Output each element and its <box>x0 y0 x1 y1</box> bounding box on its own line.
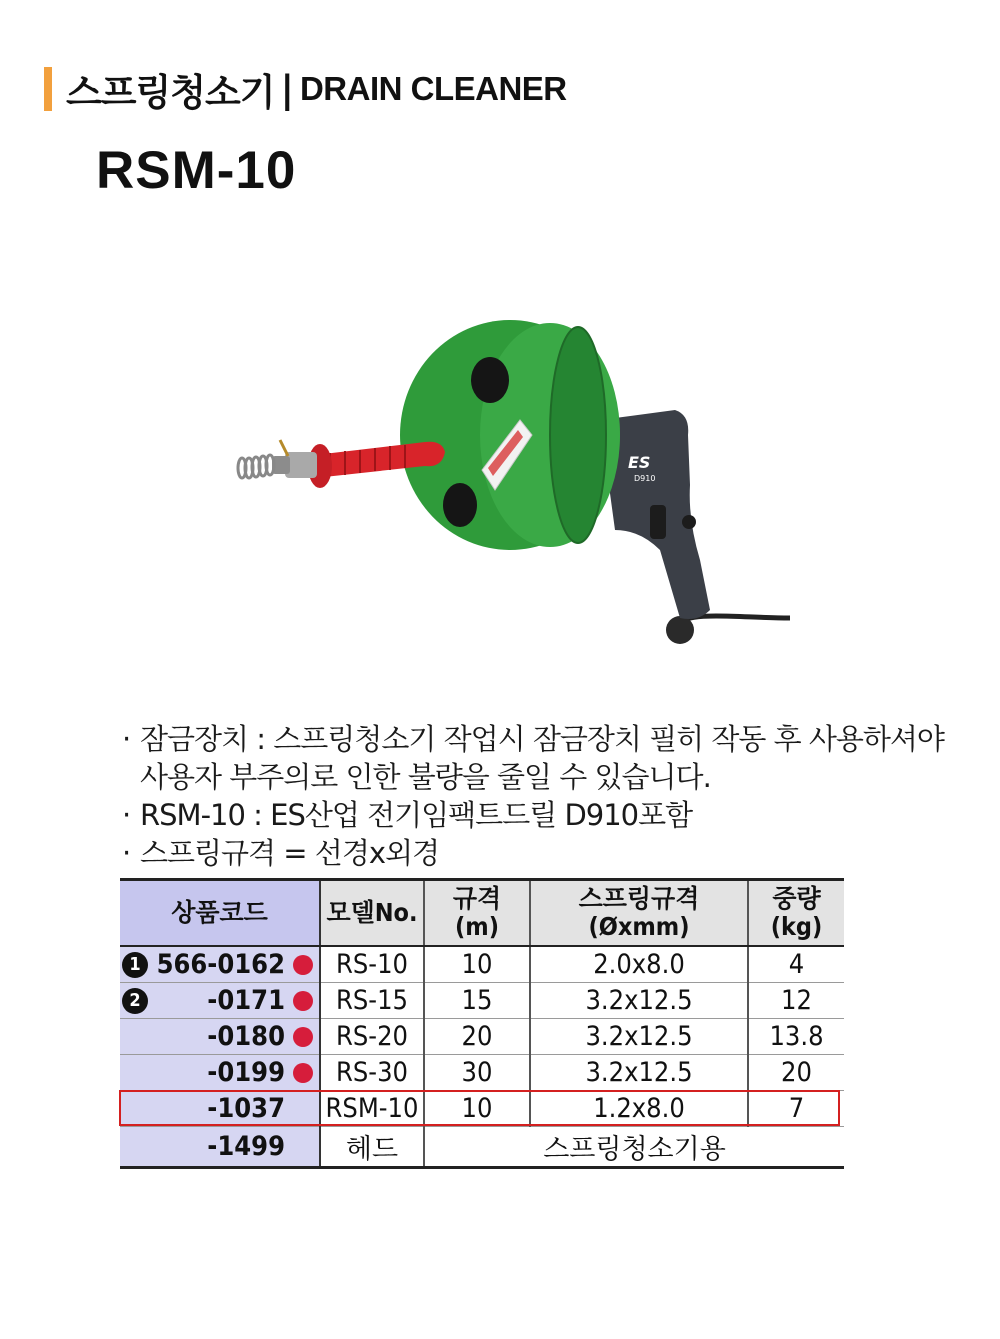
note-item: 사용자 부주의로 인한 불량을 줄일 수 있습니다. <box>140 760 711 794</box>
product-code: -0171 <box>207 985 285 1016</box>
model-name: RSM-10 <box>96 141 297 200</box>
row-number-badge <box>122 1096 148 1122</box>
red-dot-icon <box>293 1099 313 1119</box>
cell-weight: 13.8 <box>748 1019 844 1055</box>
cell-spring: 3.2x12.5 <box>530 1055 748 1091</box>
cell-model: RSM-10 <box>320 1091 424 1127</box>
spec-table <box>120 878 844 1169</box>
red-dot-icon <box>293 1027 313 1047</box>
cell-model: RS-30 <box>320 1055 424 1091</box>
header-weight: 중량 (kg) <box>748 880 844 947</box>
table-row <box>120 983 844 1019</box>
product-code: 566-0162 <box>156 949 285 980</box>
cell-product-code <box>120 1019 320 1055</box>
cell-model: 헤드 <box>320 1127 424 1168</box>
cell-product-code <box>120 1055 320 1091</box>
title-english: DRAIN CLEANER <box>299 70 567 107</box>
product-image <box>220 300 820 670</box>
cell-product-code <box>120 946 320 983</box>
cell-weight: 20 <box>748 1055 844 1091</box>
cell-product-code <box>120 983 320 1019</box>
row-number-badge: 1 <box>122 952 148 978</box>
table-row <box>120 1091 844 1127</box>
table-row <box>120 1019 844 1055</box>
cell-length: 10 <box>424 1091 530 1127</box>
cell-spring: 3.2x12.5 <box>530 1019 748 1055</box>
row-number-badge: 2 <box>122 988 148 1014</box>
notes <box>122 720 942 872</box>
table-row <box>120 1055 844 1091</box>
cell-length: 30 <box>424 1055 530 1091</box>
cell-merged-usage: 스프링청소기용 <box>424 1127 844 1168</box>
red-dot-icon <box>293 1063 313 1083</box>
header-spring-spec: 스프링규격 (Øxmm) <box>530 880 748 947</box>
row-number-badge <box>122 1060 148 1086</box>
note-item: · 잠금장치 : 스프링청소기 작업시 잠금장치 필히 작동 후 사용하셔야 <box>122 722 944 756</box>
row-number-badge <box>122 1024 148 1050</box>
cell-weight: 12 <box>748 983 844 1019</box>
red-dot-icon <box>293 955 313 975</box>
title-separator: | <box>280 67 294 111</box>
cell-spring: 1.2x8.0 <box>530 1091 748 1127</box>
header-length: 규격 (m) <box>424 880 530 947</box>
table-row <box>120 1127 844 1168</box>
cell-spring: 2.0x8.0 <box>530 946 748 983</box>
header-model-no: 모델No. <box>320 880 424 947</box>
header-product-code: 상품코드 <box>120 880 320 947</box>
drain-cleaner-icon <box>220 300 820 670</box>
cell-length: 20 <box>424 1019 530 1055</box>
table-header-row <box>120 880 844 947</box>
cell-model: RS-10 <box>320 946 424 983</box>
note-item: · 스프링규격 = 선경x외경 <box>122 836 440 870</box>
table-row <box>120 946 844 983</box>
red-dot-icon <box>293 991 313 1011</box>
cell-spring: 3.2x12.5 <box>530 983 748 1019</box>
product-code: -1499 <box>207 1131 285 1162</box>
page-header <box>44 66 567 112</box>
cell-model: RS-15 <box>320 983 424 1019</box>
cell-weight: 7 <box>748 1091 844 1127</box>
drill-model: D910 <box>634 474 656 483</box>
product-code: -0180 <box>207 1021 285 1052</box>
cell-product-code <box>120 1127 320 1168</box>
accent-bar <box>44 67 52 111</box>
title-korean: 스프링청소기 <box>66 71 275 114</box>
product-code: -1037 <box>207 1093 285 1124</box>
cell-product-code <box>120 1091 320 1127</box>
cell-length: 10 <box>424 946 530 983</box>
drill-brand: ES <box>628 453 651 472</box>
product-code: -0199 <box>207 1057 285 1088</box>
cell-model: RS-20 <box>320 1019 424 1055</box>
note-item: · RSM-10 : ES산업 전기임팩트드릴 D910포함 <box>122 798 693 832</box>
cell-length: 15 <box>424 983 530 1019</box>
cell-weight: 4 <box>748 946 844 983</box>
